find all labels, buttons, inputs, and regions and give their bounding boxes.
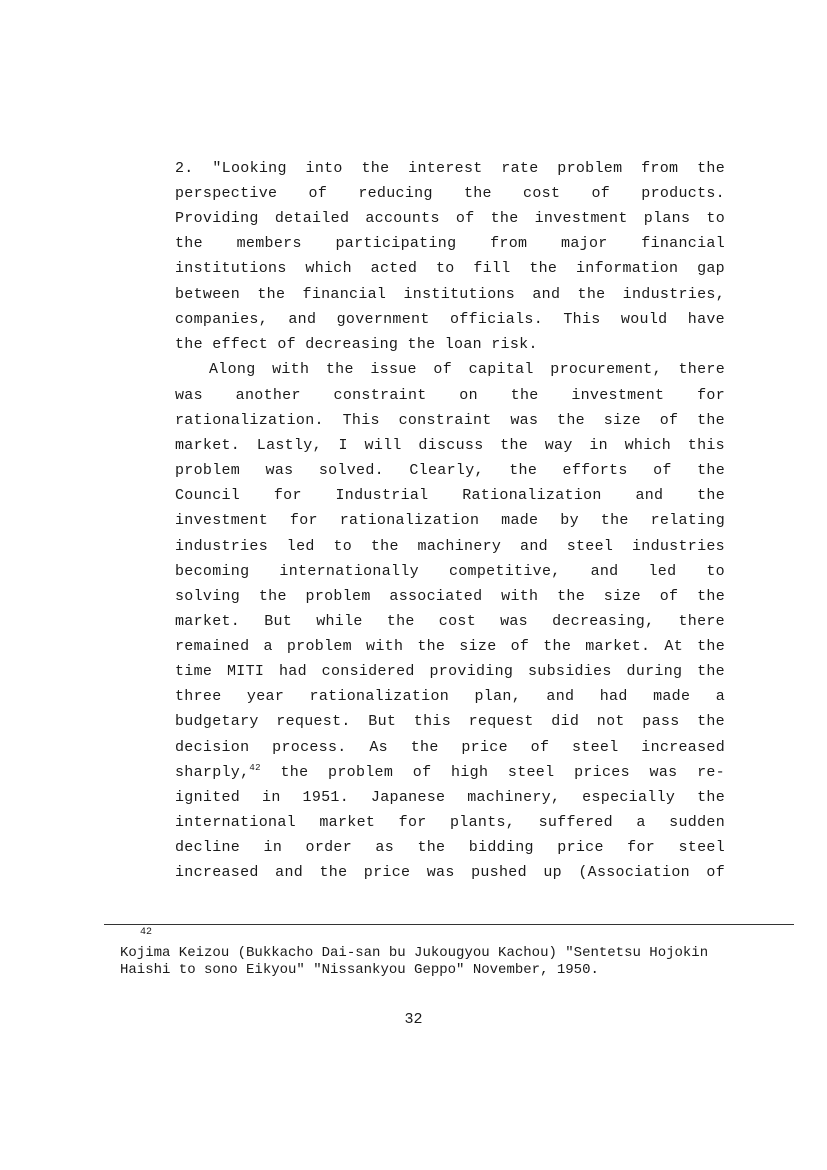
text-line: Council for Industrial Rationalization and the bbox=[175, 487, 725, 504]
text-line: 2. "Looking into the interest rate problem from the bbox=[175, 160, 725, 177]
text-line: institutions which acted to fill the information gap bbox=[175, 260, 725, 277]
text-line: budgetary request. But this request did not pass the bbox=[175, 713, 725, 730]
text-line: international market for plants, suffered a sudden bbox=[175, 814, 725, 831]
footnote-divider bbox=[104, 924, 794, 925]
text-segment: the problem of high steel prices was re- bbox=[260, 764, 725, 781]
footnote-line: Kojima Keizou (Bukkacho Dai-san bu Jukougyou Kachou) "Sentetsu Hojokin bbox=[120, 945, 709, 961]
text-line: market. But while the cost was decreasing, there bbox=[175, 613, 725, 630]
text-line: ignited in 1951. Japanese machinery, especially the bbox=[175, 789, 725, 806]
text-line: the members participating from major financial bbox=[175, 235, 725, 252]
text-line: industries led to the machinery and steel industries bbox=[175, 538, 725, 555]
text-line: companies, and government officials. This would have bbox=[175, 311, 725, 328]
text-line: problem was solved. Clearly, the efforts of the bbox=[175, 462, 725, 479]
text-line bbox=[175, 763, 725, 783]
text-line: remained a problem with the size of the market. At the bbox=[175, 638, 725, 655]
text-line: three year rationalization plan, and had made a bbox=[175, 688, 725, 705]
text-line: rationalization. This constraint was the size of the bbox=[175, 412, 725, 429]
text-line: market. Lastly, I will discuss the way in which this bbox=[175, 437, 725, 454]
text-line: Along with the issue of capital procurement, there bbox=[209, 361, 725, 378]
text-line: decision process. As the price of steel increased bbox=[175, 739, 725, 756]
text-line: solving the problem associated with the size of the bbox=[175, 588, 725, 605]
text-line: increased and the price was pushed up (Association of bbox=[175, 864, 725, 881]
footnote-reference: 42 bbox=[249, 763, 261, 773]
page-number: 32 bbox=[404, 1011, 423, 1028]
text-line: between the financial institutions and the industries, bbox=[175, 286, 725, 303]
footnote-marker: 42 bbox=[140, 927, 153, 938]
text-line: investment for rationalization made by the relating bbox=[175, 512, 725, 529]
text-line: the effect of decreasing the loan risk. bbox=[175, 336, 538, 353]
text-line: perspective of reducing the cost of products. bbox=[175, 185, 725, 202]
footnote-line: Haishi to sono Eikyou" "Nissankyou Geppo" November, 1950. bbox=[120, 962, 599, 978]
text-line: was another constraint on the investment for bbox=[175, 387, 725, 404]
text-segment: sharply, bbox=[175, 764, 250, 781]
text-line: decline in order as the bidding price for steel bbox=[175, 839, 725, 856]
text-line: Providing detailed accounts of the investment plans to bbox=[175, 210, 725, 227]
text-line: becoming internationally competitive, and led to bbox=[175, 563, 725, 580]
text-line: time MITI had considered providing subsidies during the bbox=[175, 663, 725, 680]
